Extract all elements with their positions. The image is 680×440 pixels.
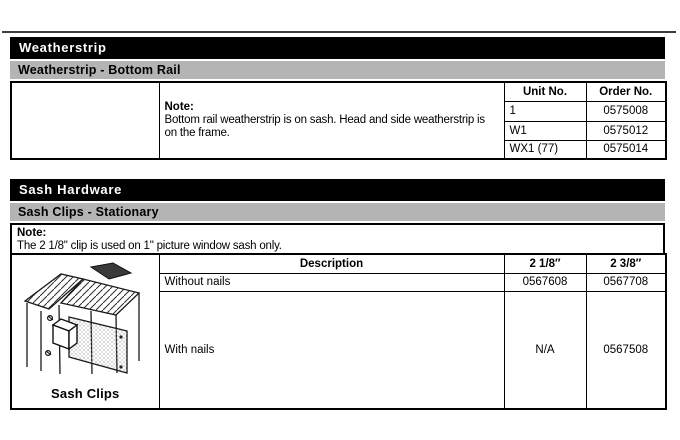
unit-no-cell: W1	[504, 121, 586, 140]
illustration-caption: Sash Clips	[51, 385, 120, 401]
column-header-order-no: Order No.	[586, 82, 666, 101]
description-cell: With nails	[159, 291, 504, 409]
order-no-cell: N/A	[504, 291, 586, 409]
sash-note-box	[10, 223, 665, 255]
column-header-description: Description	[159, 254, 504, 273]
order-no-cell: 0575012	[586, 121, 666, 140]
unit-no-cell: 1	[504, 101, 586, 121]
column-header-size-large: 2 3/8″	[586, 254, 666, 273]
note-label: Note:	[164, 101, 194, 113]
description-cell: Without nails	[159, 273, 504, 291]
order-no-cell: 0567708	[586, 273, 666, 291]
column-header-unit-no: Unit No.	[504, 82, 586, 101]
note-label: Note:	[17, 227, 47, 239]
note-text: Bottom rail weatherstrip is on sash. Head and side weatherstrip is on the frame.	[164, 114, 485, 139]
order-no-cell: 0567508	[586, 291, 666, 409]
column-header-size-small: 2 1/8″	[504, 254, 586, 273]
section-weatherstrip	[10, 37, 665, 160]
sash-clip-illustration	[19, 261, 151, 375]
unit-no-cell: WX1 (77)	[504, 140, 586, 159]
order-no-cell: 0567608	[504, 273, 586, 291]
order-no-cell: 0575008	[586, 101, 666, 121]
section-title-bar: Weatherstrip	[10, 37, 665, 59]
weatherstrip-table	[10, 81, 667, 160]
order-no-cell: 0575014	[586, 140, 666, 159]
illustration-wrap	[17, 256, 154, 408]
sash-clips-table	[10, 253, 667, 410]
weatherstrip-image-cell	[11, 82, 159, 159]
section-subtitle-bar: Sash Clips - Stationary	[10, 203, 665, 221]
note-text: The 2 1/8" clip is used on 1" picture window sash only.	[17, 240, 282, 252]
page-top-rule	[2, 31, 676, 33]
section-title-bar: Sash Hardware	[10, 179, 665, 201]
sash-clips-illustration-cell	[11, 254, 159, 409]
weatherstrip-note-cell	[159, 82, 504, 159]
section-subtitle-bar: Weatherstrip - Bottom Rail	[10, 61, 665, 79]
section-sash-hardware	[10, 179, 665, 410]
